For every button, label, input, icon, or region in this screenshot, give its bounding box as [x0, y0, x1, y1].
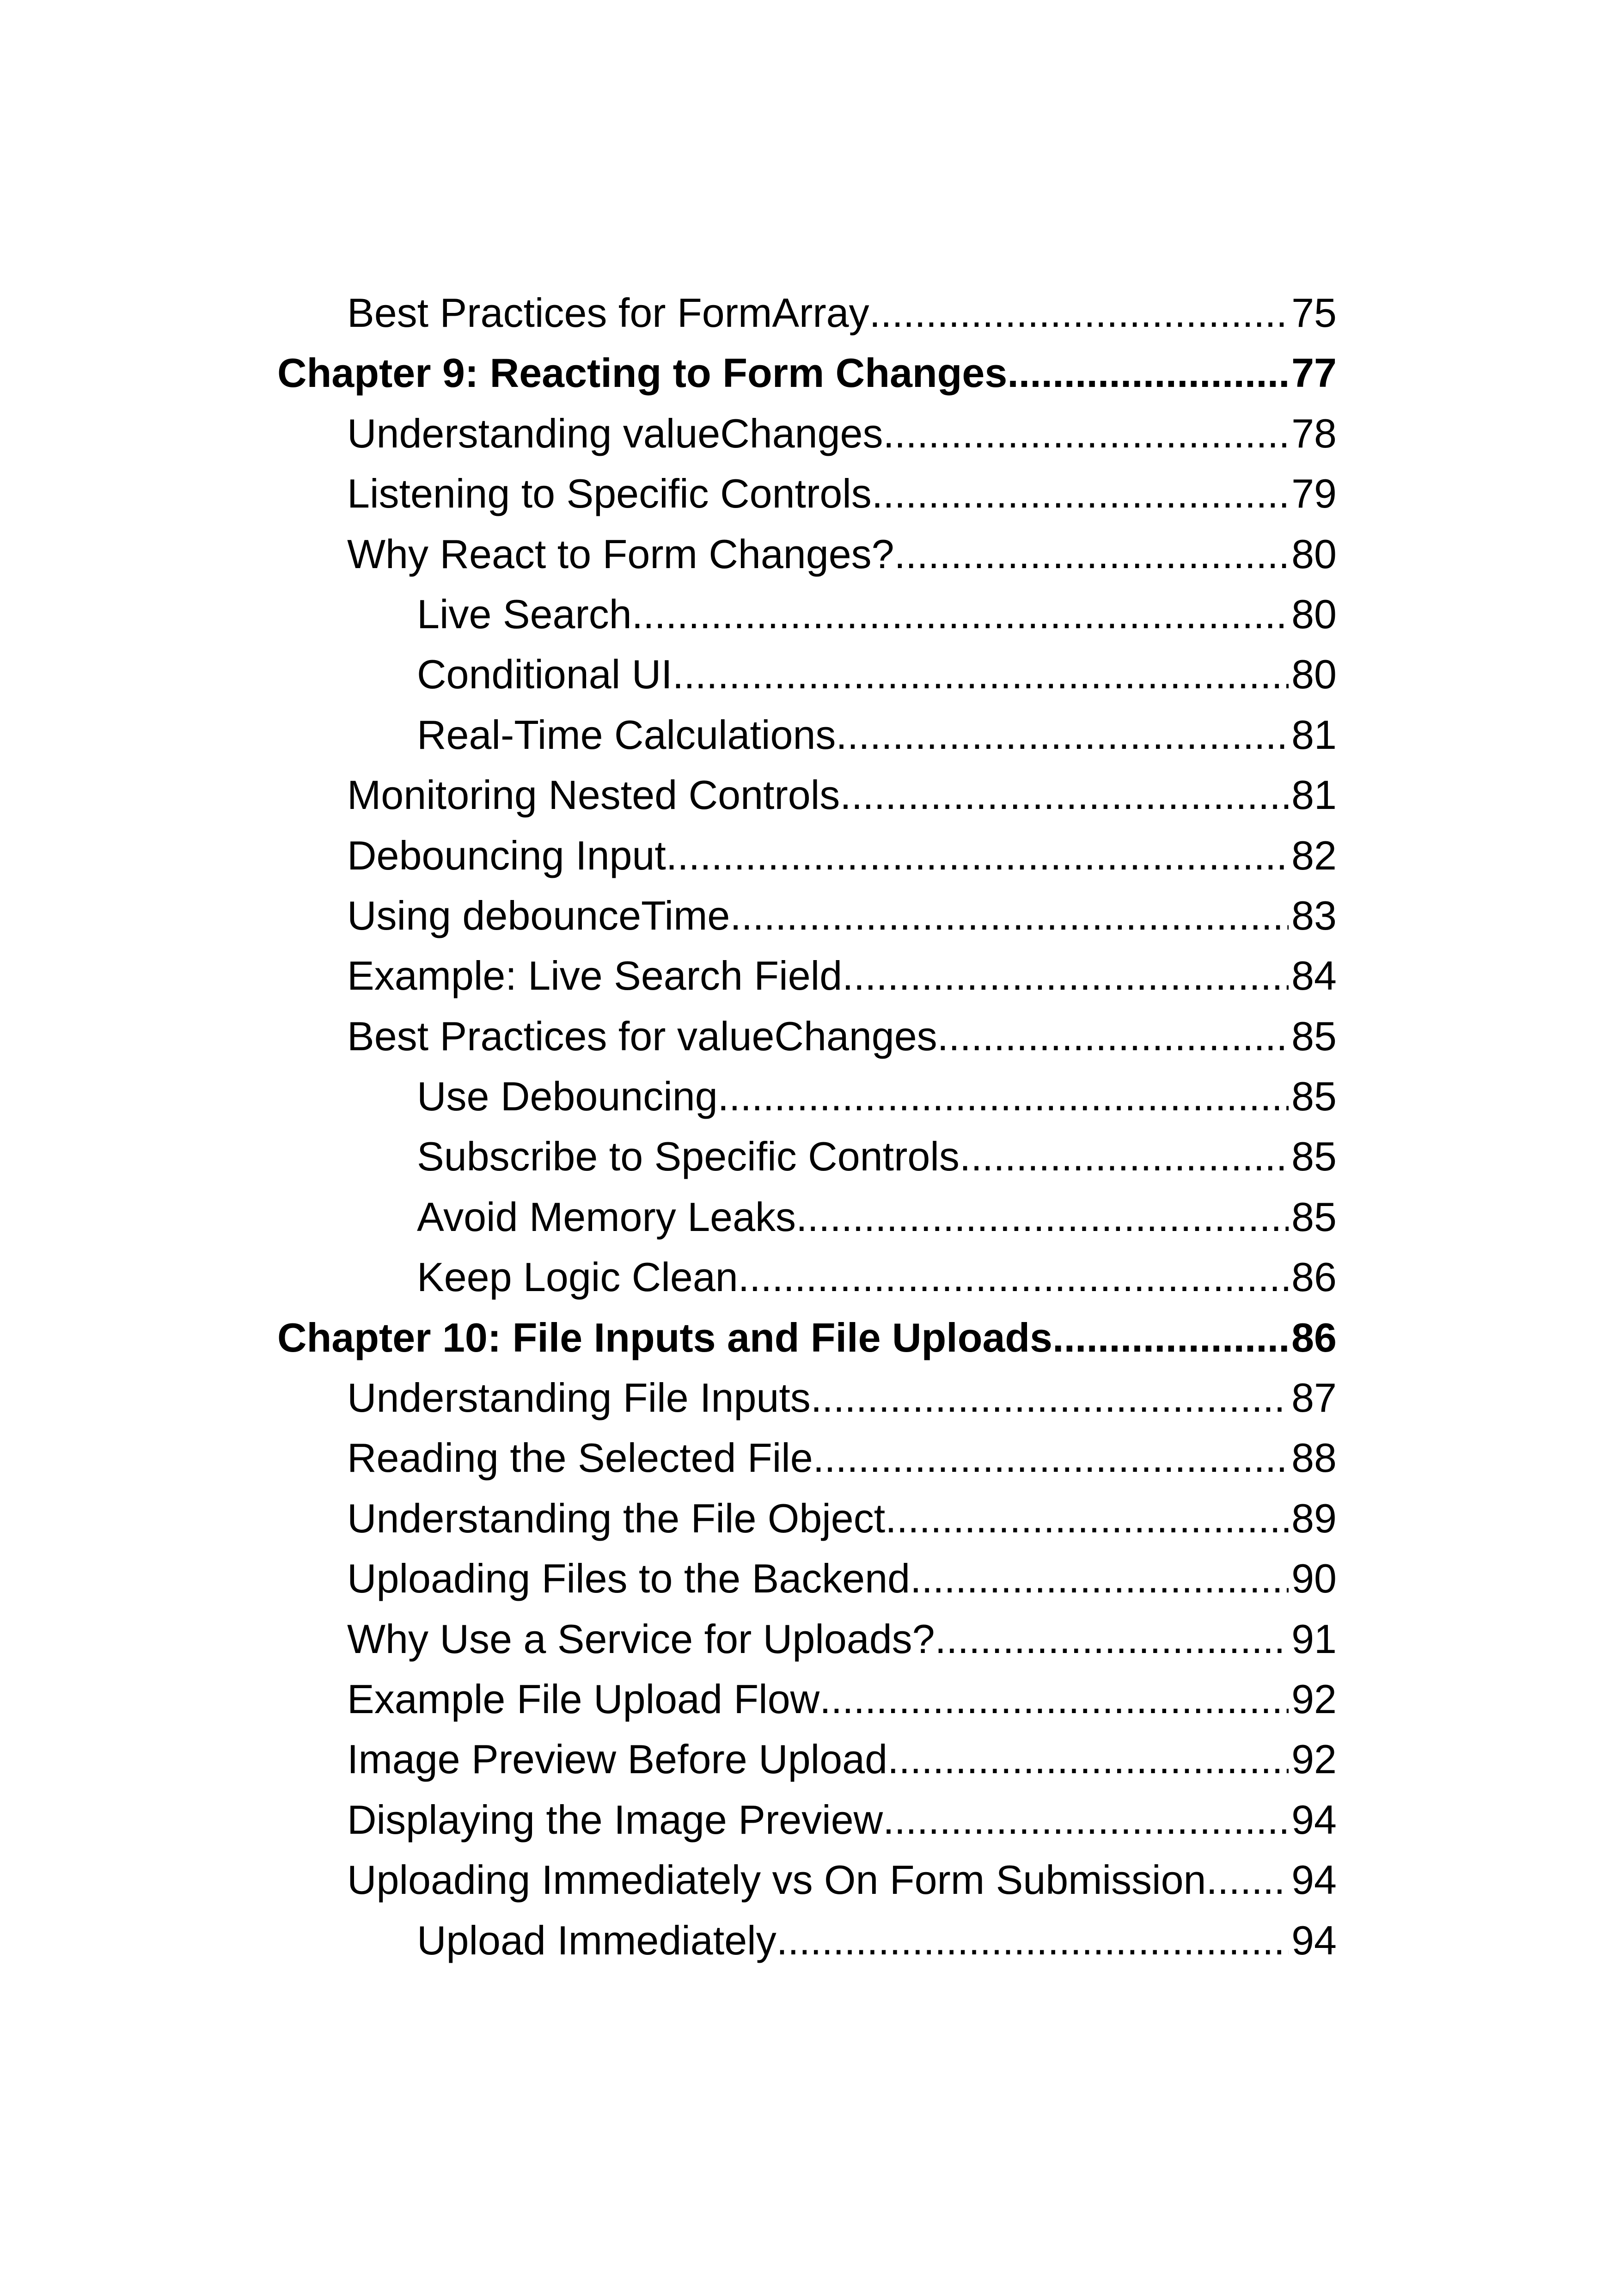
table-of-contents	[277, 283, 1337, 1971]
toc-entry[interactable]	[277, 886, 1337, 946]
toc-page-number: 79	[1291, 471, 1337, 517]
toc-dot-leader	[872, 464, 1289, 524]
toc-page-number: 88	[1291, 1435, 1337, 1481]
toc-page-number: 78	[1291, 410, 1337, 456]
toc-dot-leader	[718, 1066, 1289, 1127]
toc-page-number: 86	[1291, 1254, 1337, 1300]
toc-page-number: 85	[1291, 1194, 1337, 1240]
toc-page-number: 94	[1291, 1857, 1337, 1903]
toc-entry[interactable]	[277, 1006, 1337, 1066]
toc-dot-leader	[730, 886, 1289, 946]
toc-page-number: 81	[1291, 772, 1337, 818]
toc-subentry[interactable]	[277, 1910, 1337, 1971]
toc-entry-title: Displaying the Image Preview	[347, 1796, 883, 1843]
toc-subentry[interactable]	[277, 584, 1337, 644]
toc-entry[interactable]	[277, 826, 1337, 886]
toc-page-number: 75	[1291, 290, 1337, 336]
toc-entry[interactable]	[277, 765, 1337, 825]
toc-entry[interactable]	[277, 1850, 1337, 1910]
toc-dot-leader	[894, 524, 1289, 584]
toc-entry[interactable]	[277, 1428, 1337, 1488]
toc-page-number: 83	[1291, 892, 1337, 938]
toc-dot-leader	[885, 1488, 1289, 1549]
toc-entry[interactable]	[277, 1669, 1337, 1729]
toc-entry[interactable]	[277, 283, 1337, 343]
toc-subentry[interactable]	[277, 644, 1337, 704]
toc-dot-leader	[836, 705, 1289, 765]
toc-entry-title: Understanding valueChanges	[347, 410, 883, 456]
toc-entry[interactable]	[277, 464, 1337, 524]
toc-entry-title: Why React to Form Changes?	[347, 531, 894, 577]
toc-entry-title: Uploading Immediately vs On Form Submission	[347, 1857, 1206, 1903]
toc-page-number: 92	[1291, 1676, 1337, 1722]
toc-entry-title: Monitoring Nested Controls	[347, 772, 840, 818]
toc-entry-title: Subscribe to Specific Controls	[417, 1133, 960, 1180]
toc-entry-title: Why Use a Service for Uploads?	[347, 1616, 935, 1662]
toc-entry-title: Keep Logic Clean	[417, 1254, 738, 1300]
toc-page-number: 85	[1291, 1073, 1337, 1120]
toc-page-number: 86	[1291, 1314, 1337, 1360]
toc-page-number: 80	[1291, 651, 1337, 698]
toc-entry[interactable]	[277, 1488, 1337, 1549]
toc-dot-leader	[910, 1549, 1289, 1609]
toc-entry-title: Example: Live Search Field	[347, 953, 843, 999]
toc-entry-title: Example File Upload Flow	[347, 1676, 820, 1722]
toc-entry[interactable]	[277, 524, 1337, 584]
toc-page-number: 89	[1291, 1495, 1337, 1541]
toc-dot-leader	[813, 1428, 1289, 1488]
toc-page-number: 94	[1291, 1917, 1337, 1963]
toc-entry-title: Chapter 9: Reacting to Form Changes	[277, 350, 1008, 396]
toc-subentry[interactable]	[277, 705, 1337, 765]
toc-subentry[interactable]	[277, 1247, 1337, 1307]
toc-dot-leader	[1007, 343, 1289, 403]
toc-entry-title: Understanding the File Object	[347, 1495, 886, 1541]
toc-entry[interactable]	[277, 946, 1337, 1006]
toc-page-number: 77	[1291, 350, 1337, 396]
toc-entry[interactable]	[277, 1549, 1337, 1609]
toc-dot-leader	[1206, 1850, 1289, 1910]
toc-dot-leader	[887, 1729, 1289, 1789]
toc-subentry[interactable]	[277, 1066, 1337, 1127]
toc-page-number: 90	[1291, 1555, 1337, 1602]
toc-entry-title: Live Search	[417, 591, 632, 637]
toc-dot-leader	[776, 1910, 1289, 1971]
toc-entry-title: Debouncing Input	[347, 832, 666, 878]
toc-dot-leader	[937, 1006, 1289, 1066]
toc-subentry[interactable]	[277, 1187, 1337, 1247]
toc-entry-title: Conditional UI	[417, 651, 672, 698]
toc-page-number: 94	[1291, 1796, 1337, 1843]
toc-page-number: 84	[1291, 953, 1337, 999]
toc-entry[interactable]	[277, 1729, 1337, 1789]
toc-dot-leader	[811, 1368, 1289, 1428]
toc-entry[interactable]	[277, 1368, 1337, 1428]
toc-entry-title: Uploading Files to the Backend	[347, 1555, 911, 1602]
toc-page-number: 80	[1291, 591, 1337, 637]
toc-dot-leader	[883, 1790, 1289, 1850]
toc-page-number: 85	[1291, 1013, 1337, 1059]
toc-entry-title: Listening to Specific Controls	[347, 471, 872, 517]
toc-dot-leader	[819, 1669, 1289, 1729]
toc-entry[interactable]	[277, 404, 1337, 464]
toc-dot-leader	[672, 644, 1289, 704]
toc-dot-leader	[883, 404, 1289, 464]
toc-dot-leader	[935, 1609, 1289, 1669]
toc-entry-title: Upload Immediately	[417, 1917, 776, 1963]
toc-page-number: 87	[1291, 1375, 1337, 1421]
toc-dot-leader	[1052, 1308, 1289, 1368]
toc-page-number: 85	[1291, 1133, 1337, 1180]
toc-page-number: 91	[1291, 1616, 1337, 1662]
toc-entry[interactable]	[277, 1790, 1337, 1850]
toc-page-number: 81	[1291, 711, 1337, 758]
toc-dot-leader	[632, 584, 1289, 644]
toc-dot-leader	[666, 826, 1289, 886]
toc-page-number: 92	[1291, 1736, 1337, 1782]
toc-chapter-entry[interactable]	[277, 343, 1337, 403]
toc-dot-leader	[738, 1247, 1289, 1307]
toc-entry-title: Best Practices for FormArray	[347, 290, 869, 336]
toc-entry-title: Using debounceTime	[347, 892, 730, 938]
toc-page-number: 82	[1291, 832, 1337, 878]
toc-dot-leader	[960, 1127, 1289, 1187]
toc-entry[interactable]	[277, 1609, 1337, 1669]
toc-page-number: 80	[1291, 531, 1337, 577]
toc-dot-leader	[796, 1187, 1289, 1247]
toc-dot-leader	[842, 946, 1289, 1006]
toc-subentry[interactable]	[277, 1127, 1337, 1187]
toc-entry-title: Use Debouncing	[417, 1073, 718, 1120]
toc-entry-title: Reading the Selected File	[347, 1435, 813, 1481]
toc-dot-leader	[869, 283, 1289, 343]
toc-entry-title: Real-Time Calculations	[417, 711, 836, 758]
toc-entry-title: Understanding File Inputs	[347, 1375, 811, 1421]
toc-dot-leader	[840, 765, 1289, 825]
toc-chapter-entry[interactable]	[277, 1308, 1337, 1368]
toc-entry-title: Avoid Memory Leaks	[417, 1194, 796, 1240]
toc-entry-title: Best Practices for valueChanges	[347, 1013, 937, 1059]
toc-entry-title: Chapter 10: File Inputs and File Uploads	[277, 1314, 1053, 1360]
toc-entry-title: Image Preview Before Upload	[347, 1736, 888, 1782]
